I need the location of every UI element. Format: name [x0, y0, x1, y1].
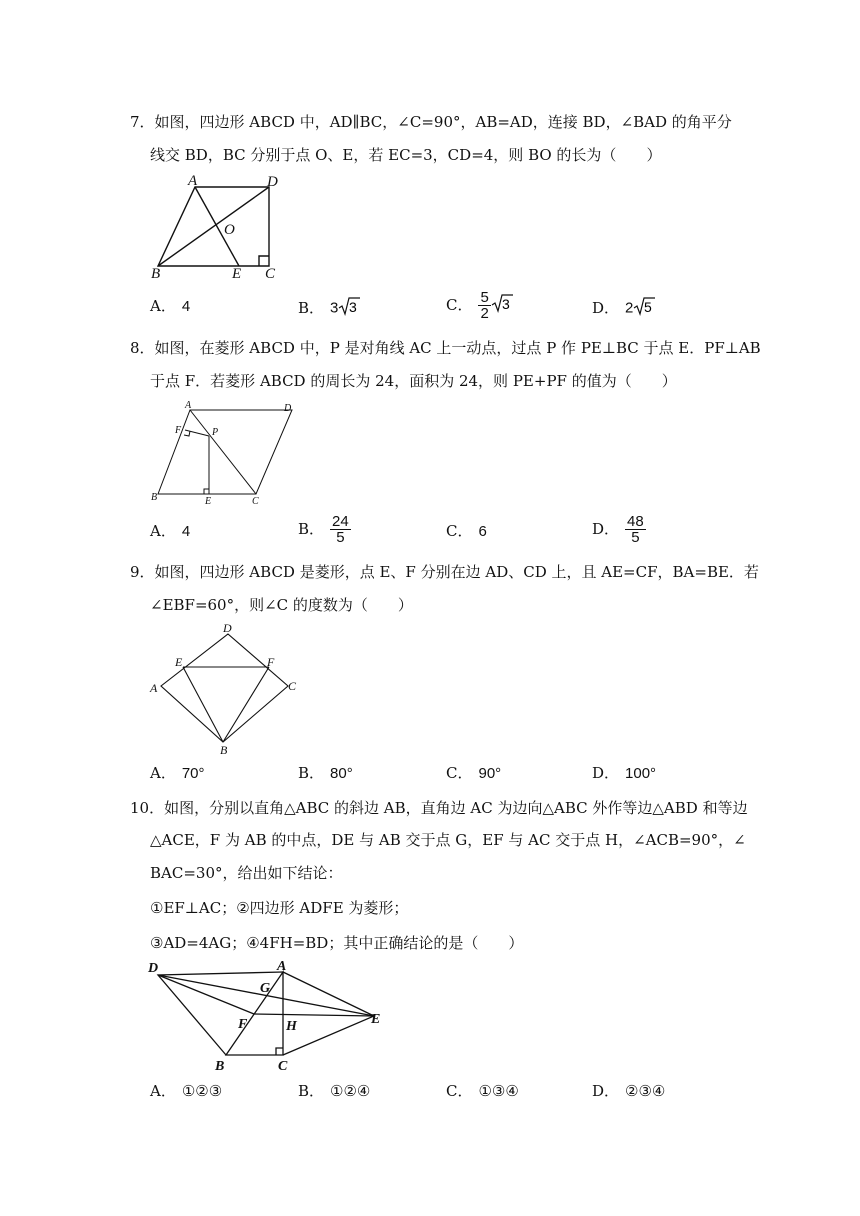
q7-option-d[interactable]: D． 2 5: [592, 296, 655, 321]
q10-figure: [145, 958, 390, 1078]
q10-stem-line1: 10．如图，分别以直角△ABC 的斜边 AB，直角边 AC 为边向△ABC 外作等边△ABD 和等边: [130, 799, 748, 817]
q10-label-h: H: [286, 1019, 297, 1034]
q7-label-a: A: [188, 173, 198, 189]
q10-option-d[interactable]: D． ②③④: [592, 1082, 666, 1100]
q10-option-b[interactable]: B． ①②④: [298, 1082, 371, 1100]
q8-label-p: P: [212, 427, 219, 438]
q8-right-angle-mark-e: [204, 489, 209, 494]
q10-label-a: A: [277, 959, 287, 974]
q8-option-c[interactable]: C． 6: [446, 522, 487, 540]
q10-segment-df: [158, 975, 254, 1014]
q8-label-a: A: [185, 400, 192, 411]
q8-perp-pf: [185, 430, 209, 436]
q9-label-f: F: [267, 655, 275, 669]
q9-label-d: D: [223, 621, 232, 635]
q9-segment-bf: [223, 667, 269, 742]
q10-label-c: C: [278, 1059, 288, 1074]
q8-label-f: F: [175, 425, 182, 436]
q10-option-a[interactable]: A． ①②③: [150, 1082, 223, 1100]
q9-option-a[interactable]: A． 70°: [150, 764, 205, 782]
q9-option-d[interactable]: D． 100°: [592, 764, 657, 782]
q8-stem-line2: 于点 F．若菱形 ABCD 的周长为 24，面积为 24，则 PE+PF 的值为（ ）: [150, 372, 677, 390]
q8-d-fraction: $\frac{48}{5}$: [627, 513, 644, 546]
q10-option-c[interactable]: C． ①③④: [446, 1082, 519, 1100]
q8-b-fraction: $\frac{24}{5}$: [332, 513, 349, 546]
q10-label-f: F: [238, 1017, 248, 1032]
q10-right-angle-mark: [276, 1048, 283, 1055]
q10-label-e: E: [371, 1012, 381, 1027]
q9-segment-be: [183, 667, 223, 742]
q7-option-b[interactable]: B． 3 3: [298, 296, 360, 321]
q8-figure: [145, 400, 305, 510]
q8-label-b: B: [151, 492, 158, 503]
q9-option-c[interactable]: C． 90°: [446, 764, 502, 782]
q7-option-a[interactable]: A． 4: [150, 297, 191, 315]
q7-option-c[interactable]: C． $\frac{5}{2}$ 3: [446, 290, 513, 321]
q9-label-a: A: [150, 681, 158, 695]
q9-label-c: C: [288, 679, 297, 693]
svg-text:3: 3: [501, 296, 510, 312]
q9-figure: [145, 622, 310, 762]
q7-d-sqrt-icon: [633, 296, 655, 321]
q7-b-sqrt-icon: [338, 296, 360, 321]
q8-option-a[interactable]: A． 4: [150, 522, 191, 540]
q10-label-g: G: [260, 981, 271, 996]
q8-option-d[interactable]: D． $\frac{48}{5}$: [592, 513, 644, 546]
q10-label-b: B: [215, 1059, 225, 1074]
q8-diagonal-ac: [190, 410, 256, 494]
q10-stem-line4: ①EF⊥AC；②四边形 ADFE 为菱形；: [150, 899, 409, 917]
q9-label-e: E: [175, 655, 183, 669]
q7-label-b: B: [151, 266, 161, 282]
q8-stem-line1: 8．如图，在菱形 ABCD 中，P 是对角线 AC 上一动点，过点 P 作 PE⊥BC 于点 E．PF⊥AB: [130, 339, 761, 357]
q7-c-fraction: $\frac{5}{2}$: [480, 289, 489, 322]
q10-segment-fe: [254, 1014, 374, 1016]
q8-label-c: C: [252, 496, 259, 507]
q8-right-angle-mark-f: [184, 431, 190, 436]
q7-label-o: O: [224, 222, 235, 238]
q10-stem-line3: BAC=30°，给出如下结论：: [150, 864, 343, 882]
q8-option-b[interactable]: B． $\frac{24}{5}$: [298, 513, 349, 546]
q9-rhombus-abcd: [161, 634, 288, 742]
q8-rhombus-abcd: [158, 410, 292, 494]
q7-diagonal-bd: [158, 187, 269, 266]
q7-figure: [145, 175, 285, 280]
q7-stem-line2: 线交 BD，BC 分别于点 O、E，若 EC=3，CD=4，则 BO 的长为（ ）: [150, 146, 662, 164]
q8-label-d: D: [284, 403, 292, 414]
q10-stem-line2: △ACE，F 为 AB 的中点，DE 与 AB 交于点 G，EF 与 AC 交于点 H，∠ACB=90°，∠: [150, 831, 746, 849]
q7-label-c: C: [265, 266, 276, 282]
q8-label-e: E: [205, 496, 212, 507]
q7-c-sqrt-icon: [491, 293, 513, 318]
q9-stem-line2: ∠EBF=60°，则∠C 的度数为（ ）: [150, 596, 413, 614]
q7-label-e: E: [232, 266, 242, 282]
svg-text:5: 5: [644, 299, 653, 315]
q10-label-d: D: [148, 961, 159, 976]
q9-stem-line1: 9．如图，四边形 ABCD 是菱形，点 E、F 分别在边 AD、CD 上，且 AE=CF，BA=BE．若: [130, 563, 759, 581]
svg-text:3: 3: [349, 299, 358, 315]
q9-label-b: B: [220, 743, 228, 757]
q9-option-b[interactable]: B． 80°: [298, 764, 353, 782]
q7-right-angle-mark: [259, 256, 269, 266]
q10-stem-line5: ③AD=4AG；④4FH=BD；其中正确结论的是（ ）: [150, 934, 524, 952]
q7-label-d: D: [267, 174, 278, 190]
q7-stem-line1: 7．如图，四边形 ABCD 中，AD∥BC，∠C=90°，AB=AD，连接 BD，∠BAD 的角平分: [130, 113, 732, 131]
